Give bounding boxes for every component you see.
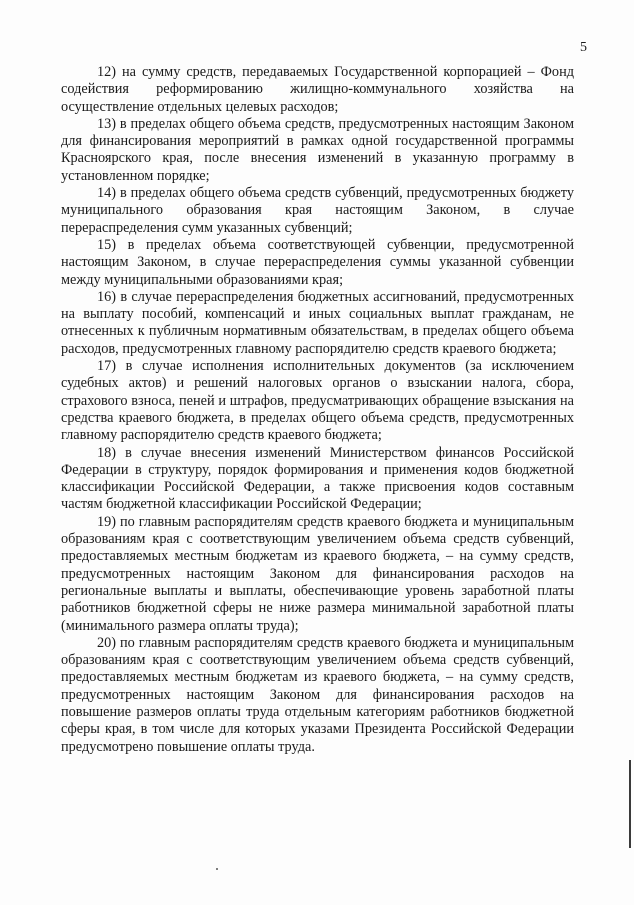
scan-edge-mark	[629, 760, 631, 848]
legal-text-block	[61, 64, 574, 756]
paragraph-13: 13) в пределах общего объема средств, предусмотренных настоящим Законом для финансирования мероприятий в рамках одной государственной программы Красноярского края, после внесения изменений в указанную программу в установленном порядке;	[61, 115, 574, 184]
paragraph-19: 19) по главным распорядителям средств краевого бюджета и муниципальным образованиям края с соответствующим увеличением объема средств субвенций, предоставляемых местным бюджетам из краевого бюджета, – на сумму средств, предусмотренных настоящим Законом для финансирования расходов на региональные выплаты и выплаты, обеспечивающие уровень заработной платы работников бюджетной сферы не ниже размера минимальной заработной платы (минимального размера оплаты труда);	[61, 513, 574, 634]
paragraph-18: 18) в случае внесения изменений Министерством финансов Российской Федерации в структуру, порядок формирования и применения кодов бюджетной классификации Российской Федерации, а также присвоения кодов составным частям бюджетной классификации Российской Федерации;	[61, 444, 574, 513]
paragraph-14: 14) в пределах общего объема средств субвенций, предусмотренных бюджету муниципального образования края настоящим Законом, в случае перераспределения сумм указанных субвенций;	[61, 185, 574, 236]
paragraph-15: 15) в пределах объема соответствующей субвенции, предусмотренной настоящим Законом, в случае перераспределения суммы указанной субвенции между муниципальными образованиями края;	[61, 236, 574, 288]
paragraph-12: 12) на сумму средств, передаваемых Государственной корпорацией – Фонд содействия реформированию жилищно-коммунального хозяйства на осуществление отдельных целевых расходов;	[61, 64, 574, 115]
paragraph-17: 17) в случае исполнения исполнительных документов (за исключением судебных актов) и решений налоговых органов о взыскании налога, сбора, страхового взноса, пеней и штрафов, предусматривающих обращение взыскания на средства краевого бюджета, в пределах общего объема средств, предусмотренных главному распорядителю средств краевого бюджета;	[61, 358, 574, 444]
paragraph-20: 20) по главным распорядителям средств краевого бюджета и муниципальным образованиям края с соответствующим увеличением объема средств субвенций, предоставляемых местным бюджетам из краевого бюджета, – на сумму средств, предусмотренных настоящим Законом для финансирования расходов на повышение размеров оплаты труда отдельным категориям работников бюджетной сферы края, в том числе для которых указами Президента Российской Федерации предусмотрено повышение оплаты труда.	[61, 634, 574, 755]
scan-dot-mark	[216, 868, 218, 870]
page-number: 5	[580, 40, 587, 55]
paragraph-16: 16) в случае перераспределения бюджетных ассигнований, предусмотренных на выплату пособий, компенсаций и иных социальных выплат гражданам, не отнесенных к публичным нормативным обязательствам, в пределах общего объема расходов, предусмотренных главному распорядителю средств краевого бюджета;	[61, 288, 574, 357]
